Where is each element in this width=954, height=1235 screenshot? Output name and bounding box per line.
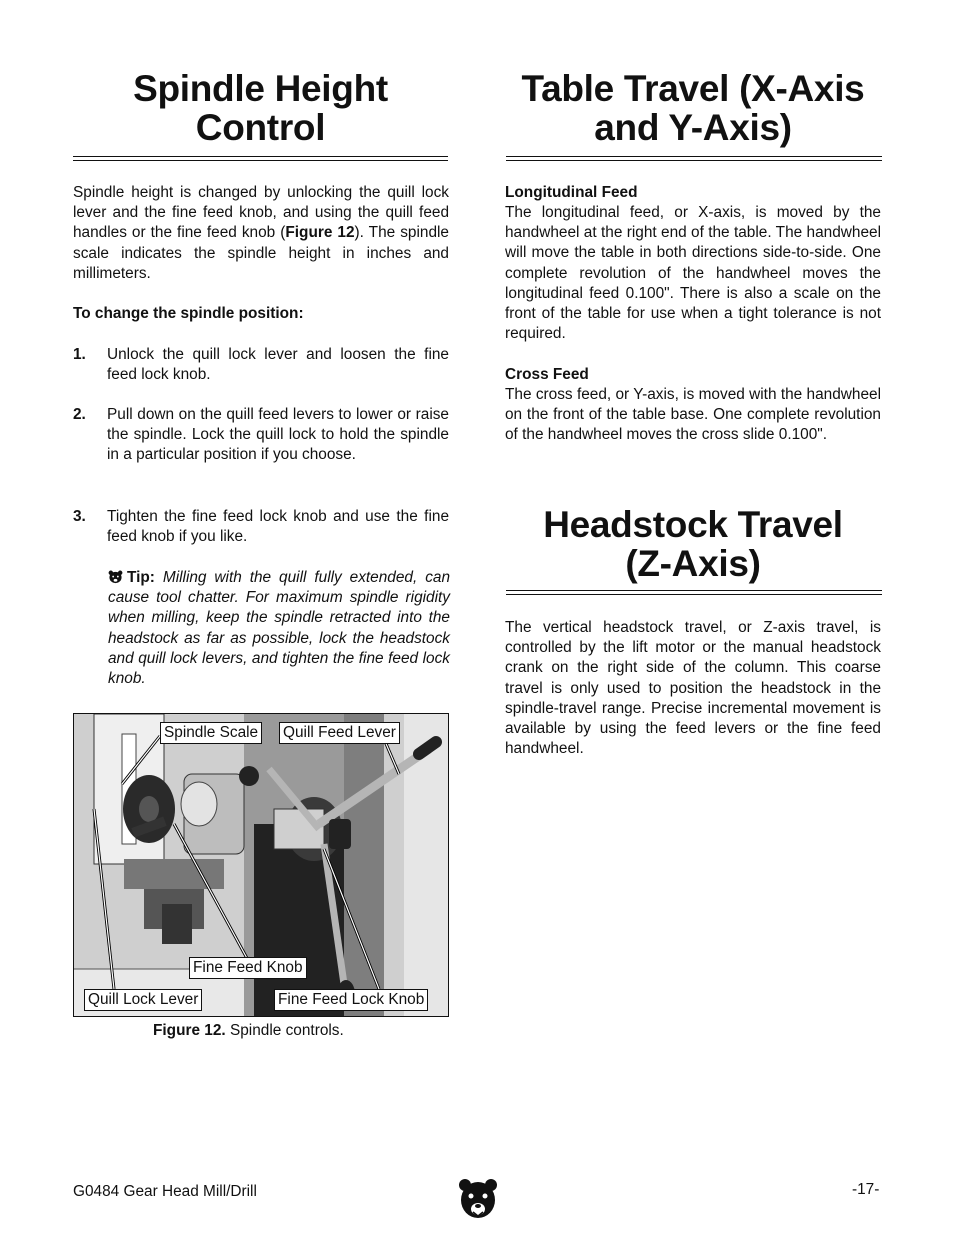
figure-reference: Figure 12 <box>285 224 355 242</box>
step-text: Pull down on the quill feed levers to lower or raise the spindle. Lock the quill lock to hold the spindle in a particular position if you choose. <box>107 406 449 464</box>
section-heading-headstock-travel <box>505 505 881 583</box>
callout-fine-feed-knob: Fine Feed Knob <box>189 957 307 979</box>
tip-text: Milling with the quill fully extended, can cause tool chatter. For maximum spindle rigidity when milling, keep the spindle retracted into the headstock as far as possible, lock the headstock and quill lock levers, and tighten the fine feed lock knob. <box>108 569 451 688</box>
step-number: 2. <box>73 406 86 423</box>
callout-fine-feed-lock-knob: Fine Feed Lock Knob <box>274 989 428 1011</box>
heading-rule <box>506 156 882 161</box>
intro-paragraph: Spindle height is changed by unlocking the quill lock lever and the fine feed knob, and using the quill feed handles or the fine feed knob (Figure 12). The spindle scale indicates the spindle height in inches and millimeters. <box>73 184 449 282</box>
headstock-travel-text: The vertical headstock travel, or Z-axis travel, is controlled by the lift motor or the manual headstock crank on the right side of the column. This coarse travel is only used to position the headstock in the spindle-travel range. Precise incremental movement is available by using the feed levers or the fine feed handwheel. <box>505 619 881 758</box>
page-number: -17- <box>852 1181 880 1198</box>
heading-line: and Y-Axis) <box>594 107 792 148</box>
figure-spindle-controls <box>73 713 449 1017</box>
footer-model: G0484 Gear Head Mill/Drill <box>73 1183 257 1200</box>
tip-label: Tip: <box>127 569 155 586</box>
section-heading-spindle-height <box>73 69 448 147</box>
callout-spindle-scale: Spindle Scale <box>160 722 262 744</box>
heading-line: Table Travel (X-Axis <box>521 68 865 109</box>
heading-line: Spindle Height <box>133 68 388 109</box>
cross-feed-text: The cross feed, or Y-axis, is moved with the handwheel on the front of the table base. One complete revolution of the handwheel moves the cross slide 0.100". <box>505 386 881 444</box>
bear-logo-icon <box>458 1178 498 1222</box>
callout-quill-lock-lever: Quill Lock Lever <box>84 989 202 1011</box>
caption-label: Figure 12. <box>153 1022 226 1039</box>
figure-caption <box>153 1021 344 1041</box>
heading-line: Headstock Travel <box>543 504 843 545</box>
section-heading-table-travel <box>505 69 881 147</box>
step-number: 1. <box>73 346 86 363</box>
procedure-step <box>73 345 449 387</box>
heading-line: (Z-Axis) <box>625 543 761 584</box>
caption-text: Spindle controls. <box>229 1022 344 1039</box>
step-text: Tighten the fine feed lock knob and use the fine feed knob if you like. <box>107 508 449 546</box>
cross-feed-title: Cross Feed <box>505 366 589 383</box>
callout-quill-feed-lever: Quill Feed Lever <box>279 722 400 744</box>
tip-note <box>108 568 450 689</box>
longitudinal-feed-title: Longitudinal Feed <box>505 184 638 201</box>
longitudinal-feed-text: The longitudinal feed, or X-axis, is moved by the handwheel at the right end of the table. The handwheel will move the table in both directions side-to-side. One complete revolution of the handwheel moves the longitudinal feed 0.100". There is also a scale on the front of the table for use when a tight tolerance is not required. <box>505 204 881 343</box>
procedure-step <box>73 507 449 549</box>
step-text: Unlock the quill lock lever and loosen the fine feed lock knob. <box>107 346 449 384</box>
heading-rule <box>506 590 882 595</box>
procedure-title: To change the spindle position: <box>73 305 304 322</box>
step-number: 3. <box>73 508 86 525</box>
procedure-step <box>73 405 449 487</box>
bear-head-icon <box>108 570 123 584</box>
heading-line: Control <box>195 107 326 148</box>
heading-rule <box>73 156 448 161</box>
